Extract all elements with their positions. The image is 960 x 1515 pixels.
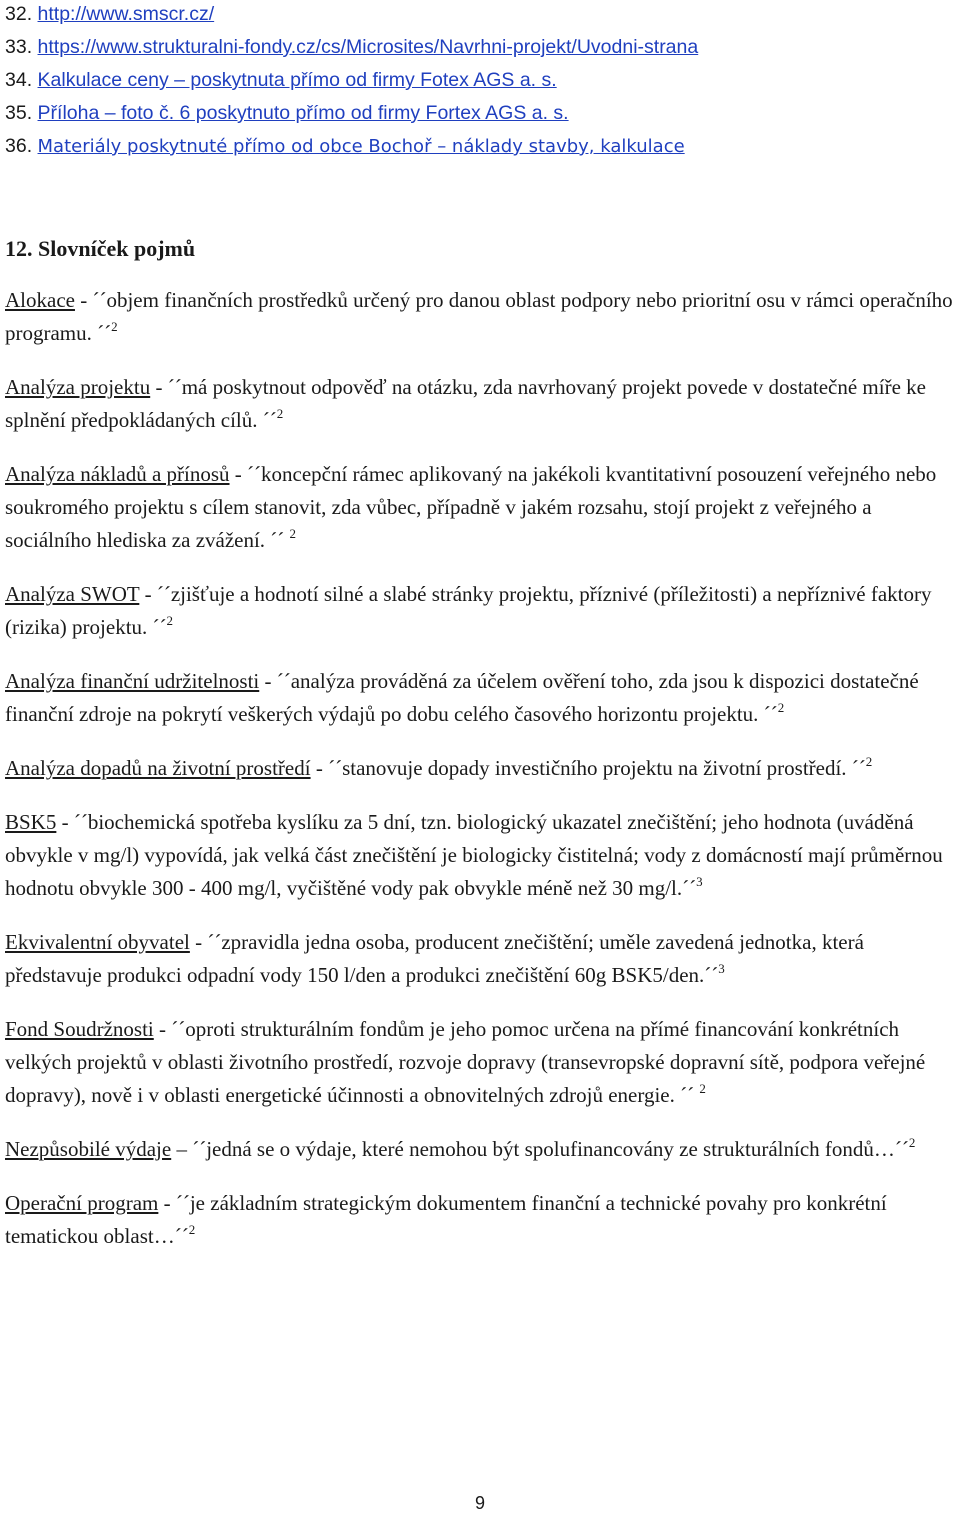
- glossary-entry-fond-soudrznosti: [5, 1013, 960, 1112]
- glossary-entry-bsk5: [5, 806, 960, 905]
- footnote-ref: 2: [777, 700, 785, 715]
- reference-item-35: [5, 99, 955, 132]
- glossary-entry-ekvivalentni-obyvatel: [5, 926, 960, 992]
- footnote-ref: 2: [908, 1135, 916, 1150]
- glossary-term: Analýza dopadů na životní prostředí: [5, 756, 311, 780]
- reference-item-36: [5, 132, 955, 165]
- reference-number: 35.: [5, 102, 33, 124]
- glossary-separator: -: [150, 375, 168, 399]
- glossary-definition: ´´je základním strategickým dokumentem finanční a technické povahy pro konkrétní tematickou oblast…´´: [5, 1191, 887, 1248]
- glossary-term: Analýza projektu: [5, 375, 151, 399]
- glossary-entry-alokace: [5, 284, 960, 350]
- glossary-entry-analyza-swot: [5, 578, 960, 644]
- glossary-term: Alokace: [5, 288, 75, 312]
- glossary-term: Nezpůsobilé výdaje: [5, 1137, 172, 1161]
- footnote-ref: 2: [188, 1222, 196, 1237]
- glossary-entry-nezpusobile-vydaje: [5, 1133, 960, 1166]
- glossary-separator: -: [74, 288, 93, 312]
- glossary-term: Fond Soudržnosti: [5, 1017, 154, 1041]
- glossary-separator: -: [189, 930, 208, 954]
- reference-item-33: [5, 33, 955, 66]
- glossary-term: Analýza finanční udržitelnosti: [5, 669, 260, 693]
- page-number: 9: [474, 1493, 485, 1513]
- footnote-ref: 3: [718, 961, 725, 976]
- footnote-ref: 2: [276, 406, 284, 421]
- glossary-separator: -: [310, 756, 329, 780]
- glossary-separator: -: [158, 1191, 176, 1215]
- glossary-definition: ´´objem finančních prostředků určený pro danou oblast podpory nebo prioritní osu v rámci operačního programu. ´´: [5, 288, 953, 345]
- glossary-definition: ´´stanovuje dopady investičního projektu na životní prostředí. ´´: [328, 756, 866, 780]
- glossary-definition: ´´koncepční rámec aplikovaný na jakékoli kvantitativní posouzení veřejného nebo soukromého projektu s cílem stanovit, zda vůbec, případně v jakém rozsahu, stojí projekt z veřejného a sociálního hlediska za zvážení. ´´: [5, 462, 937, 552]
- glossary-definition: ´´zjišťuje a hodnotí silné a slabé stránky projektu, příznivé (příležitosti) a nepříznivé faktory (rizika) projektu. ´´: [5, 582, 932, 639]
- glossary-separator: -: [153, 1017, 172, 1041]
- footnote-ref: 2: [289, 526, 297, 541]
- glossary-separator: –: [171, 1137, 193, 1161]
- glossary-definition: ´´analýza prováděná za účelem ověření toho, zda jsou k dispozici dostatečné finanční zdroje na pokrytí veškerých výdajů po dobu celého časového horizontu projektu. ´´: [5, 669, 919, 726]
- reference-link[interactable]: Kalkulace ceny – poskytnuta přímo od firmy Fotex AGS a. s.: [37, 69, 557, 91]
- reference-item-32: [5, 0, 955, 33]
- reference-link[interactable]: https://www.strukturalni-fondy.cz/cs/Microsites/Navrhni-projekt/Uvodni-strana: [37, 36, 699, 58]
- glossary-entry-operacni-program: [5, 1187, 960, 1253]
- reference-link[interactable]: Příloha – foto č. 6 poskytnuto přímo od firmy Fortex AGS a. s.: [37, 102, 569, 124]
- reference-link[interactable]: Materiály poskytnuté přímo od obce Bochoř – náklady stavby, kalkulace: [37, 136, 685, 157]
- reference-list: [5, 0, 955, 165]
- glossary-term: Operační program: [5, 1191, 159, 1215]
- reference-item-34: [5, 66, 955, 99]
- glossary-term: Analýza SWOT: [5, 582, 140, 606]
- glossary-definition: ´´má poskytnout odpověď na otázku, zda navrhovaný projekt povede v dostatečné míře ke splnění předpokládaných cílů. ´´: [5, 375, 926, 432]
- glossary-entry-analyza-projektu: [5, 371, 960, 437]
- glossary-list: [5, 284, 960, 1274]
- glossary-separator: -: [229, 462, 248, 486]
- footnote-ref: 2: [111, 319, 118, 334]
- footnote-ref: 3: [696, 874, 703, 889]
- glossary-definition: ´´oproti strukturálním fondům je jeho pomoc určena na přímé financování konkrétních velkých projektů v oblasti životního prostředí, rozvoje dopravy (transevropské dopravní sítě, podpora veřejné dopravy), nově i v oblasti energetické účinnosti a obnovitelných zdrojů energie. ´´: [5, 1017, 926, 1107]
- glossary-term: BSK5: [5, 810, 57, 834]
- glossary-separator: -: [56, 810, 74, 834]
- reference-number: 33.: [5, 36, 33, 58]
- glossary-entry-financni-udrzitelnost: [5, 665, 960, 731]
- reference-number: 32.: [5, 3, 33, 25]
- footnote-ref: 2: [865, 754, 873, 769]
- section-heading: 12. Slovníček pojmů: [5, 236, 196, 261]
- glossary-entry-dopady-zp: [5, 752, 960, 785]
- reference-number: 36.: [5, 135, 33, 157]
- glossary-definition: ´´zpravidla jedna osoba, producent znečištění; uměle zavedená jednotka, která představuje produkci odpadní vody 150 l/den a produkci znečištění 60g BSK5/den.´´: [5, 930, 864, 987]
- glossary-definition: ´´biochemická spotřeba kyslíku za 5 dní, tzn. biologický ukazatel znečištění; jeho hodnota (uváděná obvykle v mg/l) vypovídá, jak velká část znečištění je biologicky čistitelná; vody z domácností mají průměrnou hodnotu obvykle 300 - 400 mg/l, vyčištěné vody pak obvykle méně než 30 mg/l.´´: [5, 810, 943, 900]
- footnote-ref: 2: [166, 613, 174, 628]
- glossary-separator: -: [259, 669, 277, 693]
- footnote-ref: 2: [699, 1081, 706, 1096]
- reference-link[interactable]: http://www.smscr.cz/: [37, 3, 215, 25]
- glossary-separator: -: [139, 582, 157, 606]
- glossary-definition: ´´jedná se o výdaje, které nemohou být spolufinancovány ze strukturálních fondů…´´: [192, 1137, 909, 1161]
- glossary-term: Ekvivalentní obyvatel: [5, 930, 190, 954]
- glossary-term: Analýza nákladů a přínosů: [5, 462, 230, 486]
- glossary-entry-analyza-nakladu: [5, 458, 960, 557]
- reference-number: 34.: [5, 69, 33, 91]
